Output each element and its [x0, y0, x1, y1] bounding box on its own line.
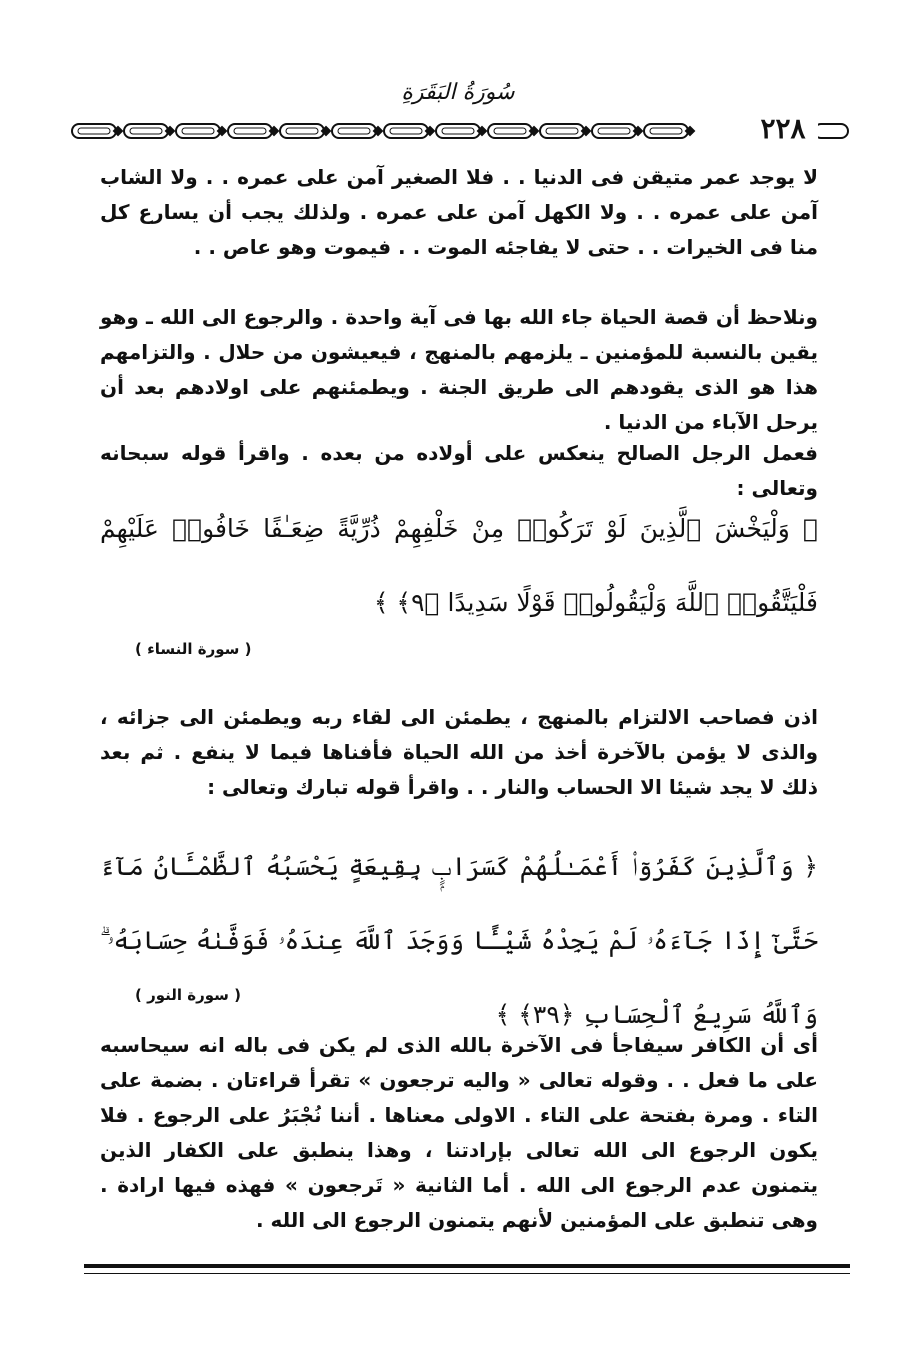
footer-rule-thick [84, 1264, 850, 1268]
paragraph-1: لا يوجد عمر متيقن فى الدنيا . . فلا الصغير آمن على عمره . . ولا الشاب آمن على عمره . . ولا الكهل آمن على عمره . ولذلك يجب أن يسارع كل منا فى الخيرات . . حتى لا يفاجئه الموت . . فيموت وهو عاص . . [100, 165, 818, 259]
surah-header-title: سُورَةُ البَقَرَةِ [401, 80, 515, 105]
footer-rule-thin [84, 1273, 850, 1274]
paragraph-2: ونلاحظ أن قصة الحياة جاء الله بها فى آية واحدة . والرجوع الى الله ـ وهو يقين بالنسبة للمؤمنين ـ يلزمهم بالمنهج ، فيعيشون من حلال . والتزامهم هذا هو الذى يقودهم الى طريق الجنة . ويطمئنهم على اولادهم بعد أن يرحل الآباء من الدنيا . [100, 305, 818, 434]
page-number: ٢٢٨ [748, 112, 818, 145]
paragraph-3: فعمل الرجل الصالح ينعكس على أولاده من بعده . واقرأ قوله سبحانه وتعالى : [100, 441, 818, 500]
ornament-chain-icon [70, 116, 850, 146]
quran-verse-nur: ﴿ وَٱلَّذِينَ كَفَرُوٓا۟ أَعْمَـٰلُهُمْ كَسَرَابٍۭ بِقِيعَةٍ يَحْسَبُهُ ٱلظَّمْـَٔانُ مَآءً حَتَّىٰٓ إِذَا جَآءَهُۥ لَمْ يَجِدْهُ شَيْـًٔا وَوَجَدَ ٱللَّهَ عِندَهُۥ فَوَفَّىٰهُ حِسَابَهُۥ ۗ وَٱللَّهُ سَرِيعُ ٱلْحِسَابِ ﴿٣٩﴾ ﴾ [100, 852, 818, 1029]
paragraph-5: أى أن الكافر سيفاجأ فى الآخرة بالله الذى لم يكن فى باله انه سيحاسبه على ما فعل . . وقوله تعالى « واليه ترجعون » تقرأ قراءتان . بضمة على التاء . ومرة بفتحة على التاء . الاولى معناها . أننا نُجْبَرُ على الرجوع . فلا يكون الرجوع الى الله تعالى بإرادتنا ، وهذا ينطبق على الكفار الذين يتمنون عدم الرجوع الى الله . أما الثانية « تَرجعون » فهذه فيها ارادة . وهى تنطبق على المؤمنين لأنهم يتمنون الرجوع الى الله . [100, 1033, 818, 1232]
quran-verse-nisa: ﴿ وَلْيَخْشَ ٱلَّذِينَ لَوْ تَرَكُوا۟ مِنْ خَلْفِهِمْ ذُرِّيَّةً ضِعَـٰفًا خَافُوا۟ عَلَيْهِمْ فَلْيَتَّقُوا۟ ٱللَّهَ وَلْيَقُولُوا۟ قَوْلًا سَدِيدًا ﴿٩﴾ ﴾ [100, 514, 818, 617]
paragraph-4: اذن فصاحب الالتزام بالمنهج ، يطمئن الى لقاء ربه ويطمئن الى جزائه ، والذى لا يؤمن بالآخرة أخذ من الله الحياة فأفناها فيما لا ينفع . ثم بعد ذلك لا يجد شيئا الا الحساب والنار . . واقرأ قوله تبارك وتعالى : [100, 705, 818, 799]
surah-label-nur: ( سورة النور ) [135, 986, 241, 1004]
surah-label-nisa: ( سورة النساء ) [135, 640, 252, 658]
header-ornament-border [70, 116, 850, 146]
